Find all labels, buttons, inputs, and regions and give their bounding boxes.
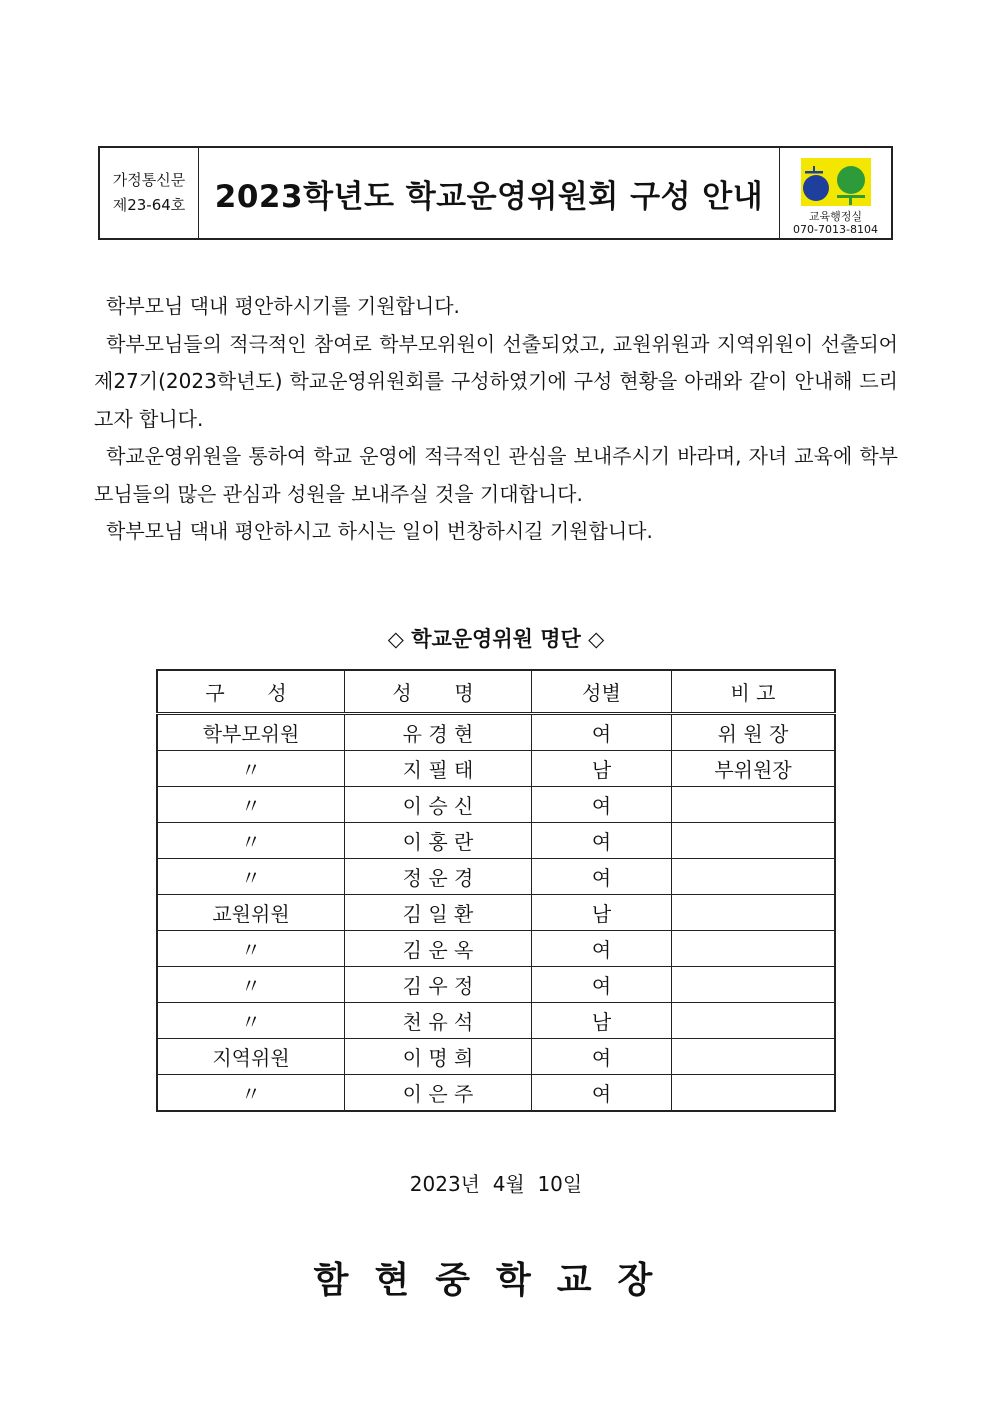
table-header-row	[157, 670, 835, 714]
table-row	[157, 714, 835, 751]
cell-gender: 여	[532, 931, 672, 967]
cell-name: 김 우 정	[345, 967, 532, 1003]
cell-gender: 여	[532, 823, 672, 859]
cell-name: 이 홍 란	[345, 823, 532, 859]
cell-name: 김 운 옥	[345, 931, 532, 967]
cell-note	[672, 895, 836, 931]
cell-note	[672, 967, 836, 1003]
cell-gender: 남	[532, 751, 672, 787]
header-composition: 구 성	[157, 670, 345, 714]
cell-composition: 지역위원	[157, 1039, 345, 1075]
cell-name: 지 필 태	[345, 751, 532, 787]
cell-composition: 〃	[157, 859, 345, 895]
cell-composition: 〃	[157, 931, 345, 967]
table-row	[157, 787, 835, 823]
table-row	[157, 1039, 835, 1075]
cell-name: 김 일 환	[345, 895, 532, 931]
cell-note	[672, 1039, 836, 1075]
cell-composition: 〃	[157, 751, 345, 787]
cell-gender: 여	[532, 859, 672, 895]
cell-name: 이 은 주	[345, 1075, 532, 1112]
cell-note: 위 원 장	[672, 714, 836, 751]
cell-composition: 〃	[157, 967, 345, 1003]
cell-note: 부위원장	[672, 751, 836, 787]
school-logo-block	[779, 148, 891, 238]
table-row	[157, 967, 835, 1003]
cell-note	[672, 859, 836, 895]
table-row	[157, 931, 835, 967]
table-row	[157, 1075, 835, 1112]
cell-gender: 남	[532, 895, 672, 931]
header-gender: 성별	[532, 670, 672, 714]
paragraph-greeting: 학부모님 댁내 평안하시기를 기원합니다.	[106, 294, 460, 318]
document-date: 2023년 4월 10일	[409, 1172, 583, 1196]
table-row	[157, 859, 835, 895]
notice-number: 제23-64호	[112, 196, 186, 214]
cell-name: 이 승 신	[345, 787, 532, 823]
table-row	[157, 751, 835, 787]
body-text	[94, 288, 898, 551]
header-box	[98, 146, 893, 240]
cell-composition: 교원위원	[157, 895, 345, 931]
cell-composition: 〃	[157, 787, 345, 823]
cell-gender: 여	[532, 967, 672, 1003]
cell-note	[672, 823, 836, 859]
cell-note	[672, 931, 836, 967]
cell-note	[672, 1075, 836, 1112]
cell-name: 유 경 현	[345, 714, 532, 751]
dept-name: 교육행정실	[808, 210, 863, 223]
cell-name: 천 유 석	[345, 1003, 532, 1039]
table-row	[157, 895, 835, 931]
cell-gender: 남	[532, 1003, 672, 1039]
notice-type: 가정통신문	[112, 171, 186, 189]
header-name: 성 명	[345, 670, 532, 714]
cell-composition: 학부모위원	[157, 714, 345, 751]
paragraph-composition: 학부모님들의 적극적인 참여로 학부모위원이 선출되었고, 교원위원과 지역위원이 선출되어 제27기(2023학년도) 학교운영위원회를 구성하였기에 구성 현황을 아래와 같이 안내해 드리고자 합니다.	[94, 331, 898, 431]
header-note: 비 고	[672, 670, 836, 714]
cell-note	[672, 1003, 836, 1039]
paragraph-closing: 학부모님 댁내 평안하시고 하시는 일이 번창하시길 기원합니다.	[106, 519, 653, 543]
cell-composition: 〃	[157, 1003, 345, 1039]
cell-composition: 〃	[157, 1075, 345, 1112]
cell-gender: 여	[532, 1075, 672, 1112]
cell-name: 이 명 희	[345, 1039, 532, 1075]
dept-phone: 070-7013-8104	[793, 223, 878, 236]
committee-table	[156, 669, 836, 1112]
cell-gender: 여	[532, 1039, 672, 1075]
document-title: 2023학년도 학교운영위원회 구성 안내	[214, 178, 764, 215]
principal-signature: 함현중학교장	[313, 1259, 679, 1301]
paragraph-request: 학교운영위원을 통하여 학교 운영에 적극적인 관심을 보내주시기 바라며, 자녀 교육에 학부모님들의 많은 관심과 성원을 보내주실 것을 기대합니다.	[94, 444, 898, 506]
school-logo-icon	[801, 158, 871, 206]
table-row	[157, 823, 835, 859]
table-row	[157, 1003, 835, 1039]
cell-composition: 〃	[157, 823, 345, 859]
cell-note	[672, 787, 836, 823]
cell-gender: 여	[532, 714, 672, 751]
cell-name: 정 운 경	[345, 859, 532, 895]
cell-gender: 여	[532, 787, 672, 823]
table-title: ◇ 학교운영위원 명단 ◇	[387, 627, 605, 651]
notice-label	[100, 148, 199, 238]
